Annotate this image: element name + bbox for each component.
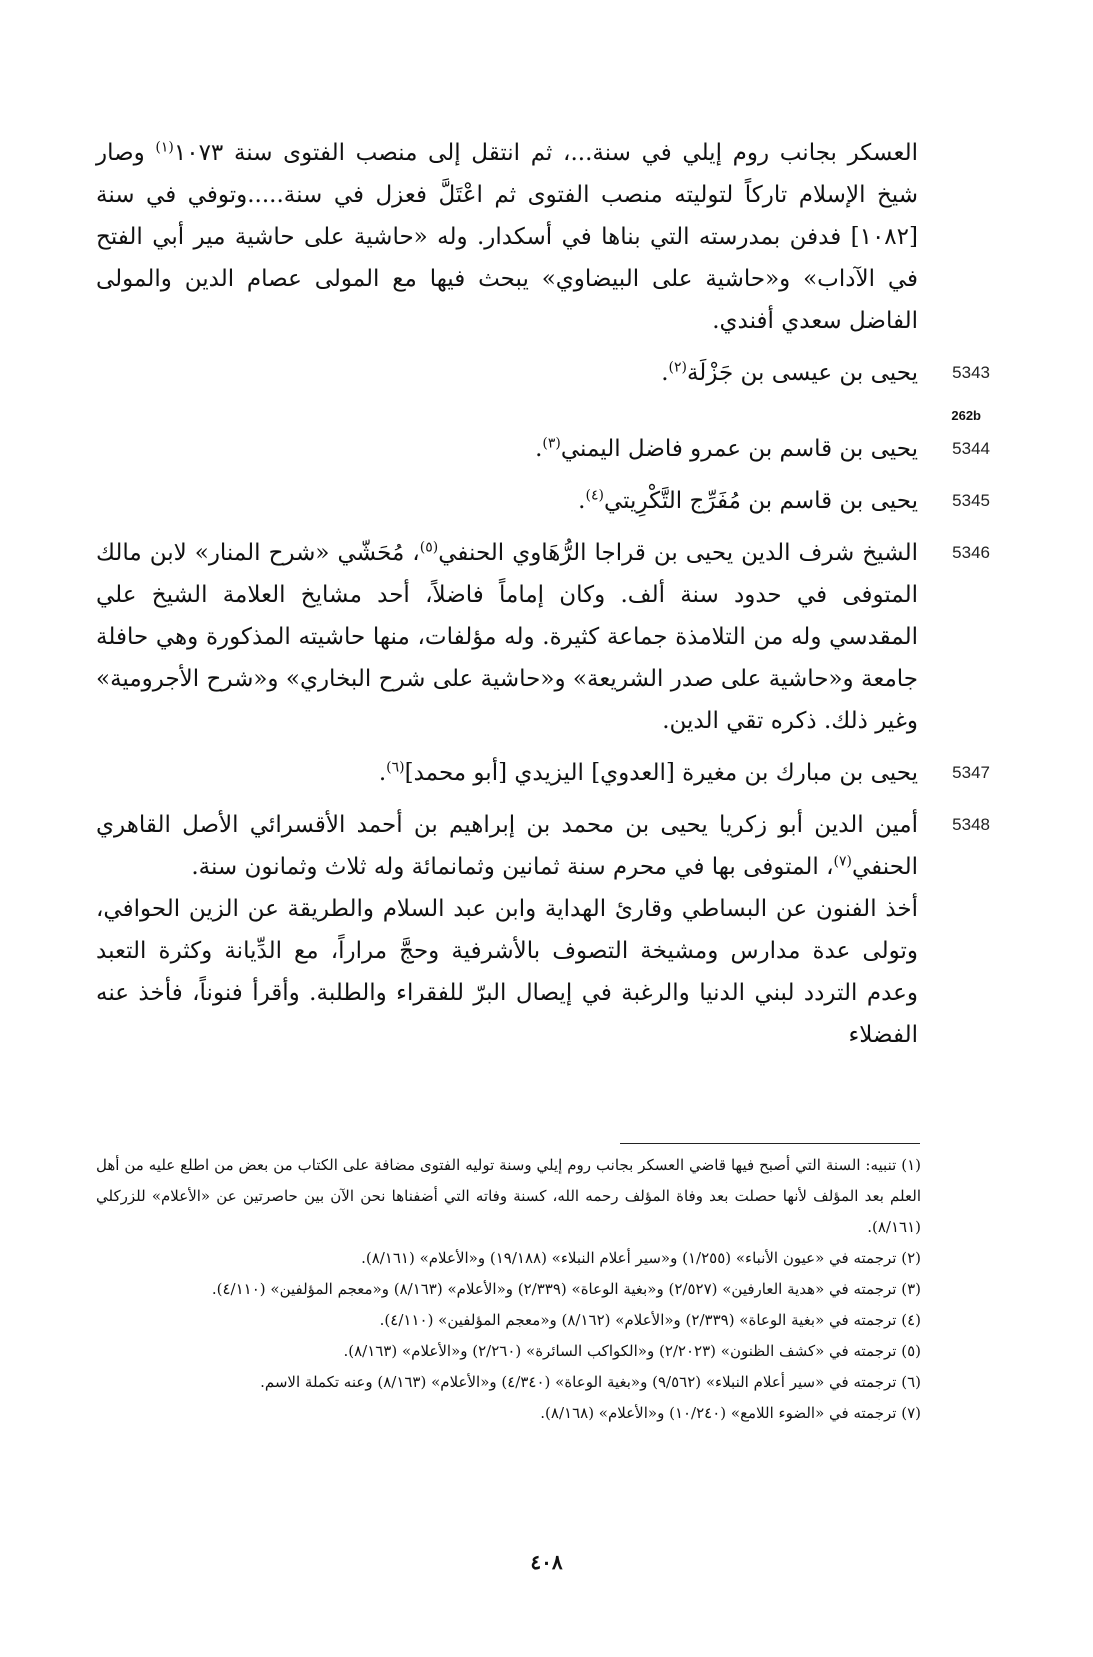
- entry-text: يحيى بن قاسم بن مُفَرِّج التَّكْرِيتي: [603, 488, 918, 514]
- continued-paragraph: [96, 132, 918, 342]
- manuscript-folio-marker: 262b: [951, 408, 981, 423]
- entry-5344: 5344 يحيى بن قاسم بن عمرو فاضل اليمني$^{(٣)}$.: [96, 428, 918, 470]
- footnotes: [96, 1150, 921, 1429]
- footnote-ref[interactable]: (٦): [386, 759, 405, 776]
- entry-number: 5344: [952, 439, 990, 458]
- footnote-ref[interactable]: (٤): [585, 487, 604, 504]
- entry-number: 5343: [952, 363, 990, 382]
- footnote-ref[interactable]: (٥): [419, 539, 439, 556]
- entry-number: 5347: [952, 763, 990, 782]
- entry-5346: 5346 الشيخ شرف الدين يحيى بن قراجا الرُّهَاوي الحنفي$^{(٥)}$، مُحَشّي «شرح المنار» لابن مالك المتوفى في حدود سنة ألف. وكان إماماً فاضلاً، أحد مشايخ العلامة الشيخ علي المقدسي وله من التلامذة جماعة كثيرة. وله مؤلفات، منها حاشيته المذكورة وهي حافلة جامعة و«حاشية على صدر الشريعة» و«حاشية على شرح البخاري» و«شرح الأجرومية» وغير ذلك. ذكره تقي الدين.: [96, 532, 918, 742]
- footnote-2: (٢) ترجمته في «عيون الأنباء» (١/٢٥٥) و«سير أعلام النبلاء» (١٩/١٨٨) و«الأعلام» (٨/١٦١).: [361, 1249, 921, 1267]
- entry-number: 5348: [952, 815, 990, 834]
- entry-5345: 5345 يحيى بن قاسم بن مُفَرِّج التَّكْرِيتي$^{(٤)}$.: [96, 480, 918, 522]
- footnote-1: (١) تنبيه: السنة التي أصبح فيها قاضي العسكر بجانب روم إيلي وسنة توليه الفتوى مضافة على الكتاب من بعض من اطلع عليه من أهل العلم بعد المؤلف لأنها حصلت بعد وفاة المؤلف رحمه الله، كسنة وفاته التي أضفناها نحن الآن بين حاصرتين عن «الأعلام» للزركلي (٨/١٦١).: [96, 1156, 921, 1236]
- footnote-4: (٤) ترجمته في «بغية الوعاة» (٢/٣٣٩) و«الأعلام» (٨/١٦٢) و«معجم المؤلفين» (٤/١١٠).: [379, 1311, 921, 1329]
- entry-number: 5346: [952, 543, 990, 562]
- entry-number: 5345: [952, 491, 990, 510]
- footnote-6: (٦) ترجمته في «سير أعلام النبلاء» (٩/٥٦٢) و«بغية الوعاة» (٤/٣٤٠) و«الأعلام» (٨/١٦٣) وعنه تكملة الاسم.: [260, 1373, 921, 1391]
- continued-paragraph-text: العسكر بجانب روم إيلي في سنة...، ثم انتقل إلى منصب الفتوى سنة ١٠٧٣: [173, 140, 919, 166]
- footnote-7: (٧) ترجمته في «الضوء اللامع» (١٠/٢٤٠) و«الأعلام» (٨/١٦٨).: [540, 1404, 921, 1422]
- entry-5348: 5348 أمين الدين أبو زكريا يحيى بن محمد بن إبراهيم بن أحمد الأقسرائي الأصل القاهري الحنفي$^{(٧)}$، المتوفى بها في محرم سنة ثمانين وثمانمائة وله ثلاث وثمانون سنة.: [96, 804, 918, 888]
- entry-text: يحيى بن قاسم بن عمرو فاضل اليمني: [560, 436, 918, 462]
- footnote-ref[interactable]: (١): [155, 139, 174, 156]
- footnote-ref[interactable]: (٢): [668, 359, 687, 376]
- footnote-5: (٥) ترجمته في «كشف الظنون» (٢/٢٠٢٣) و«الكواكب السائرة» (٢/٢٦٠) و«الأعلام» (٨/١٦٣).: [343, 1342, 921, 1360]
- final-paragraph-text: أخذ الفنون عن البساطي وقارئ الهداية وابن عبد السلام والطريقة عن الزين الحوافي، وتولى عدة مدارس ومشيخة التصوف بالأشرفية وحجَّ مراراً، مع الدِّيانة وكثرة التعبد وعدم التردد لبني الدنيا والرغبة في إيصال البرّ للفقراء والطلبة. وأقرأ فنوناً، فأخذ عنه الفضلاء: [96, 896, 918, 1048]
- footnote-ref[interactable]: (٧): [833, 853, 852, 870]
- final-paragraph: [96, 888, 918, 1056]
- footnote-3: (٣) ترجمته في «هدية العارفين» (٢/٥٢٧) و«بغية الوعاة» (٢/٣٣٩) و«الأعلام» (٨/١٦٣) و«معجم المؤلفين» (٤/١١٠).: [211, 1280, 921, 1298]
- entry-5347: 5347 يحيى بن مبارك بن مغيرة [العدوي] اليزيدي [أبو محمد]$^{(٦)}$.: [96, 752, 918, 794]
- entry-text: يحيى بن مبارك بن مغيرة [العدوي] اليزيدي [أبو محمد]: [404, 760, 918, 786]
- entry-text: يحيى بن عيسى بن جَزْلَة: [686, 360, 918, 386]
- entry-5343: 5343 يحيى بن عيسى بن جَزْلَة$^{(٢)}$.: [96, 352, 918, 394]
- footnote-ref[interactable]: (٣): [542, 435, 561, 452]
- page-number: ٤٠٨: [530, 1550, 563, 1574]
- continued-paragraph-rest: وصار شيخ الإسلام تاركاً لتوليته منصب الفتوى ثم اعْتَلَّ فعزل في سنة.....وتوفي في سنة [١٠٨٢] فدفن بمدرسته التي بناها في أسكدار. وله «حاشية على حاشية مير أبي الفتح في الآداب» و«حاشية على البيضاوي» يبحث فيها مع المولى عصام الدين والمولى الفاضل سعدي أفندي.: [96, 140, 918, 334]
- footnote-separator: [620, 1143, 920, 1144]
- entry-text: الشيخ شرف الدين يحيى بن قراجا الرُّهَاوي الحنفي: [438, 540, 918, 566]
- entry-text: أمين الدين أبو زكريا يحيى بن محمد بن إبراهيم بن أحمد الأقسرائي الأصل القاهري الحنفي: [96, 812, 918, 880]
